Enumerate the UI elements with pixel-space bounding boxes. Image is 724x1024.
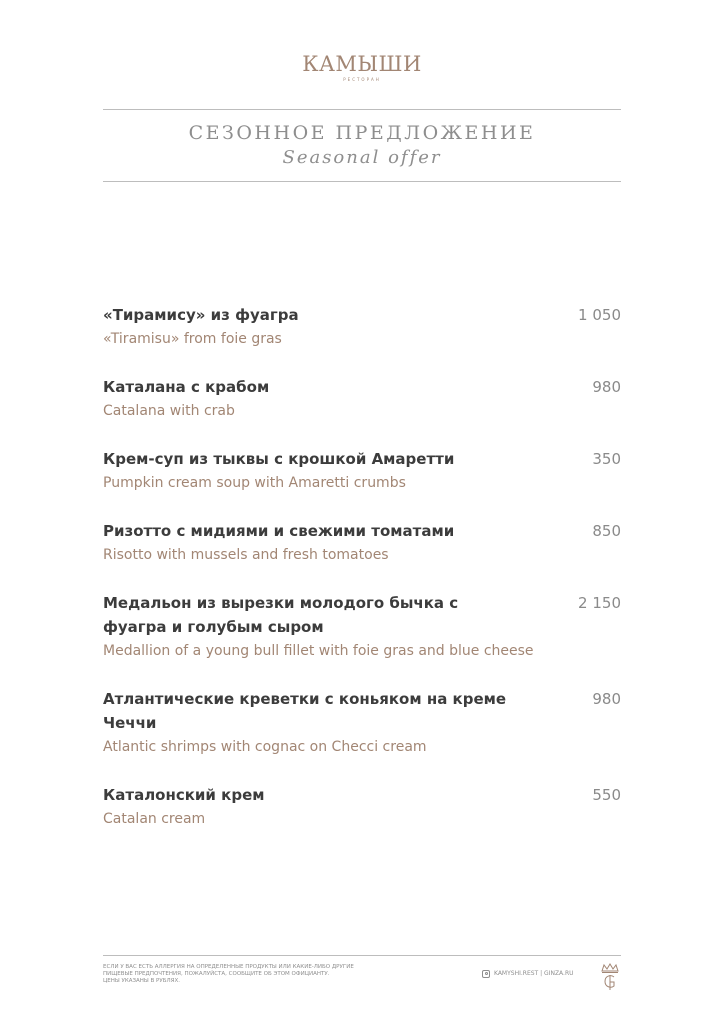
dish-name-en: Catalan cream	[103, 811, 206, 827]
instagram-icon	[482, 970, 490, 978]
dish-name-en: «Tiramisu» from foie gras	[103, 331, 282, 347]
section-title-en: Seasonal offer	[282, 147, 442, 168]
dish-name-en: Medallion of a young bull fillet with foie gras and blue cheese	[103, 643, 534, 659]
logo-wordmark: КАМЫШИ	[302, 52, 422, 76]
dish-name-ru: Крем-суп из тыквы с крошкой Амаретти	[103, 450, 455, 468]
menu-item	[103, 591, 621, 663]
menu-list	[103, 303, 621, 855]
menu-item	[103, 519, 621, 567]
section-header	[103, 120, 621, 170]
dish-name-en: Pumpkin cream soup with Amaretti crumbs	[103, 475, 406, 491]
dish-name-ru: «Тирамису» из фуагра	[103, 306, 299, 324]
dish-name-en: Atlantic shrimps with cognac on Checci cream	[103, 739, 427, 755]
dish-name-en: Risotto with mussels and fresh tomatoes	[103, 547, 389, 563]
dish-name-ru: Каталонский крем	[103, 786, 265, 804]
social-links-text[interactable]: KAMYSHI.REST | GINZA.RU	[494, 970, 574, 977]
dish-price: 550	[592, 786, 621, 804]
dish-price: 980	[592, 690, 621, 708]
allergy-notice-line: ПИЩЕВЫЕ ПРЕДПОЧТЕНИЯ, ПОЖАЛУЙСТА, СООБЩИТЕ ОБ ЭТОМ ОФИЦИАНТУ.	[103, 971, 330, 977]
menu-item	[103, 303, 621, 351]
dish-price: 850	[592, 522, 621, 540]
allergy-notice-line: ЕСЛИ У ВАС ЕСТЬ АЛЛЕРГИЯ НА ОПРЕДЕЛЕННЫЕ ПРОДУКТЫ ИЛИ КАКИЕ-ЛИБО ДРУГИЕ	[103, 964, 354, 970]
menu-item	[103, 375, 621, 423]
header-top-divider	[103, 109, 621, 110]
menu-item	[103, 783, 621, 831]
ginza-crown-monogram-icon	[597, 962, 623, 992]
restaurant-logo	[0, 52, 724, 83]
logo-subtitle: РЕСТОРАН	[343, 77, 381, 82]
allergy-notice-line: ЦЕНЫ УКАЗАНЫ В РУБЛЯХ.	[103, 978, 180, 984]
menu-item	[103, 687, 621, 759]
social-links[interactable]	[482, 969, 574, 978]
dish-price: 980	[592, 378, 621, 396]
section-title-ru: СЕЗОННОЕ ПРЕДЛОЖЕНИЕ	[188, 122, 536, 144]
dish-name-en: Catalana with crab	[103, 403, 235, 419]
allergy-notice	[103, 964, 433, 985]
dish-price: 1 050	[578, 306, 621, 324]
menu-item	[103, 447, 621, 495]
footer-divider	[103, 955, 621, 956]
dish-name-ru: Каталана с крабом	[103, 378, 270, 396]
dish-name-ru: Медальон из вырезки молодого бычка с фуагра и голубым сыром	[103, 594, 459, 636]
dish-name-ru: Ризотто с мидиями и свежими томатами	[103, 522, 455, 540]
header-bottom-divider	[103, 181, 621, 182]
dish-price: 2 150	[578, 594, 621, 612]
dish-price: 350	[592, 450, 621, 468]
dish-name-ru: Атлантические креветки с коньяком на креме Чеччи	[103, 690, 507, 732]
